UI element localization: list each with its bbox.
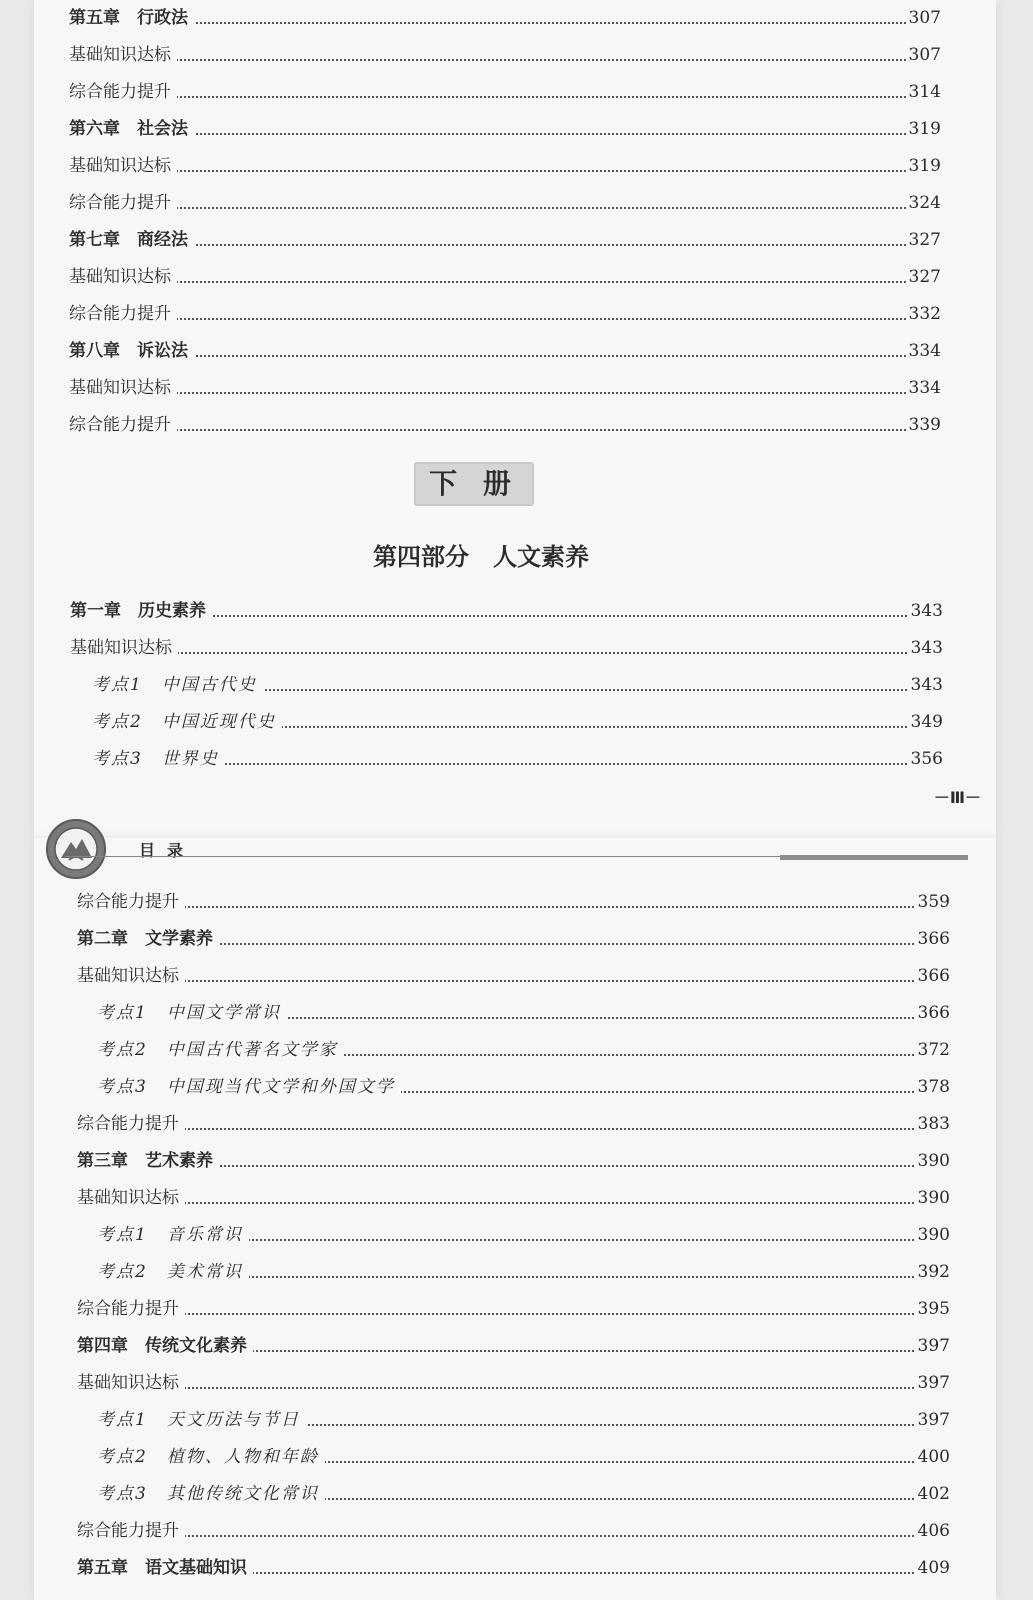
toc-entry-section	[77, 1516, 950, 1546]
dot-leader	[70, 652, 943, 654]
dot-leader	[77, 1387, 950, 1389]
toc-entry-page: 366	[916, 924, 950, 954]
toc-entry-label: 综合能力提升	[69, 77, 177, 107]
toc-entry-label: 基础知识达标	[70, 633, 178, 663]
toc-entry-section	[69, 40, 941, 70]
toc-entry-chapter	[77, 1146, 950, 1176]
toc-entry-page: 327	[907, 225, 941, 255]
toc-entry-label: 基础知识达标	[69, 40, 177, 70]
toc-entry-label: 第五章 语文基础知识	[77, 1553, 253, 1583]
dot-leader	[69, 133, 941, 135]
toc-entry-section	[77, 1109, 950, 1139]
toc-entry-section	[77, 1183, 950, 1213]
toc-entry-label: 考点3 中国现当代文学和外国文学	[97, 1072, 401, 1102]
toc-entry-kaodian	[97, 1442, 950, 1472]
dot-leader	[77, 1313, 950, 1315]
toc-entry-label: 综合能力提升	[77, 1109, 185, 1139]
dot-leader	[69, 22, 941, 24]
toc-entry-label: 考点2 美术常识	[97, 1257, 249, 1287]
toc-entry-page: 343	[909, 633, 943, 663]
toc-entry-section	[77, 961, 950, 991]
toc-entry-kaodian	[97, 1405, 950, 1435]
toc-entry-page: 356	[909, 744, 943, 774]
toc-entry-page: 397	[916, 1331, 950, 1361]
toc-entry-page: 400	[916, 1442, 950, 1472]
toc-entry-page: 334	[907, 336, 941, 366]
toc-entry-kaodian	[97, 1257, 950, 1287]
dot-leader	[69, 355, 941, 357]
toc-entry-page: 383	[916, 1109, 950, 1139]
toc-entry-section	[69, 299, 941, 329]
toc-entry-label: 基础知识达标	[77, 1183, 185, 1213]
dot-leader	[69, 244, 941, 246]
toc-entry-chapter	[69, 3, 941, 33]
dot-leader	[69, 281, 941, 283]
toc-entry-chapter	[77, 1331, 950, 1361]
toc-entry-label: 综合能力提升	[77, 1294, 185, 1324]
publisher-seal-icon	[45, 818, 107, 880]
dot-leader	[77, 980, 950, 982]
dot-leader	[69, 170, 941, 172]
dot-leader	[69, 318, 941, 320]
header-title: 目录	[139, 841, 196, 860]
header-rule-accent	[780, 855, 968, 860]
toc-entry-page: 349	[909, 707, 943, 737]
toc-entry-kaodian	[97, 998, 950, 1028]
toc-entry-chapter	[69, 114, 941, 144]
toc-entry-label: 考点2 中国近现代史	[92, 707, 282, 737]
toc-entry-page: 339	[907, 410, 941, 440]
toc-entry-page: 392	[916, 1257, 950, 1287]
toc-entry-chapter	[70, 596, 943, 626]
toc-entry-kaodian	[92, 707, 943, 737]
toc-entry-kaodian	[97, 1220, 950, 1250]
toc-entry-page: 397	[916, 1405, 950, 1435]
toc-entry-label: 综合能力提升	[77, 1516, 185, 1546]
toc-entry-label: 第三章 艺术素养	[77, 1146, 219, 1176]
dot-leader	[77, 1202, 950, 1204]
toc-entry-label: 考点3 世界史	[92, 744, 225, 774]
toc-entry-label: 第八章 诉讼法	[69, 336, 194, 366]
toc-entry-kaodian	[97, 1072, 950, 1102]
toc-entry-kaodian	[92, 744, 943, 774]
dot-leader	[77, 1128, 950, 1130]
toc-entry-label: 综合能力提升	[69, 299, 177, 329]
toc-entry-section	[69, 77, 941, 107]
toc-entry-label: 第七章 商经法	[69, 225, 194, 255]
volume-label: 下 册	[414, 462, 534, 506]
dot-leader	[69, 429, 941, 431]
toc-entry-label: 第二章 文学素养	[77, 924, 219, 954]
toc-entry-section	[77, 1294, 950, 1324]
toc-entry-page: 395	[916, 1294, 950, 1324]
toc-entry-page: 319	[907, 114, 941, 144]
toc-entry-label: 考点3 其他传统文化常识	[97, 1479, 325, 1509]
toc-entry-label: 第一章 历史素养	[70, 596, 212, 626]
toc-entry-label: 考点1 音乐常识	[97, 1220, 249, 1250]
toc-entry-page: 390	[916, 1146, 950, 1176]
toc-entry-section	[70, 633, 943, 663]
toc-entry-label: 基础知识达标	[69, 151, 177, 181]
toc-entry-kaodian	[92, 670, 943, 700]
toc-entry-label: 考点1 中国古代史	[92, 670, 263, 700]
toc-entry-label: 第四章 传统文化素养	[77, 1331, 253, 1361]
toc-entry-page: 378	[916, 1072, 950, 1102]
toc-entry-page: 390	[916, 1220, 950, 1250]
toc-entry-page: 307	[907, 40, 941, 70]
toc-entry-section	[69, 373, 941, 403]
page-number: －Ⅲ－	[933, 788, 981, 807]
toc-entry-page: 334	[907, 373, 941, 403]
toc-entry-section	[69, 410, 941, 440]
dot-leader	[69, 59, 941, 61]
toc-entry-page: 332	[907, 299, 941, 329]
toc-entry-label: 基础知识达标	[69, 373, 177, 403]
toc-entry-label: 考点1 中国文学常识	[97, 998, 287, 1028]
dot-leader	[69, 96, 941, 98]
toc-entry-section	[77, 1368, 950, 1398]
toc-entry-page: 319	[907, 151, 941, 181]
toc-entry-kaodian	[97, 1035, 950, 1065]
dot-leader	[77, 1535, 950, 1537]
toc-entry-page: 372	[916, 1035, 950, 1065]
toc-entry-label: 综合能力提升	[69, 410, 177, 440]
toc-entry-page: 402	[916, 1479, 950, 1509]
toc-entry-label: 基础知识达标	[77, 1368, 185, 1398]
toc-entry-page: 327	[907, 262, 941, 292]
toc-entry-page: 314	[907, 77, 941, 107]
toc-entry-label: 考点2 植物、人物和年龄	[97, 1442, 325, 1472]
toc-entry-chapter	[77, 1553, 950, 1583]
toc-entry-page: 343	[909, 596, 943, 626]
toc-entry-label: 综合能力提升	[69, 188, 177, 218]
toc-entry-section	[69, 151, 941, 181]
dot-leader	[77, 906, 950, 908]
toc-entry-section	[69, 188, 941, 218]
toc-entry-page: 324	[907, 188, 941, 218]
toc-entry-chapter	[69, 336, 941, 366]
toc-entry-label: 第六章 社会法	[69, 114, 194, 144]
toc-entry-page: 409	[916, 1553, 950, 1583]
part-title: 第四部分 人文素养	[373, 543, 589, 571]
toc-entry-page: 397	[916, 1368, 950, 1398]
toc-entry-section	[77, 887, 950, 917]
toc-entry-label: 基础知识达标	[77, 961, 185, 991]
toc-entry-label: 考点2 中国古代著名文学家	[97, 1035, 344, 1065]
toc-entry-page: 366	[916, 998, 950, 1028]
dot-leader	[69, 207, 941, 209]
toc-entry-section	[69, 262, 941, 292]
toc-entry-label: 第五章 行政法	[69, 3, 194, 33]
toc-entry-label: 基础知识达标	[69, 262, 177, 292]
toc-entry-chapter	[77, 924, 950, 954]
toc-entry-page: 390	[916, 1183, 950, 1213]
toc-entry-label: 综合能力提升	[77, 887, 185, 917]
toc-entry-kaodian	[97, 1479, 950, 1509]
toc-entry-page: 307	[907, 3, 941, 33]
dot-leader	[69, 392, 941, 394]
toc-entry-label: 考点1 天文历法与节日	[97, 1405, 306, 1435]
toc-entry-page: 366	[916, 961, 950, 991]
toc-entry-page: 359	[916, 887, 950, 917]
toc-entry-chapter	[69, 225, 941, 255]
toc-entry-page: 343	[909, 670, 943, 700]
toc-entry-page: 406	[916, 1516, 950, 1546]
